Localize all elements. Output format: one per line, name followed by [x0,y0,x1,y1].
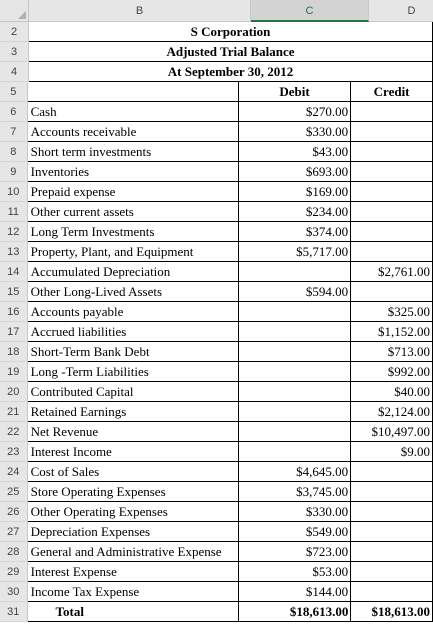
cell-credit[interactable] [351,582,433,602]
table-row [0,582,433,602]
table-row [0,522,433,542]
table-row [0,482,433,502]
cell-credit[interactable] [351,242,433,262]
cell-debit[interactable]: $3,745.00 [239,482,351,502]
table-row [0,162,433,182]
select-all-corner[interactable] [0,0,29,22]
cell-credit[interactable]: $1,152.00 [351,322,433,342]
cell-account-name[interactable]: Cost of Sales [28,462,239,482]
row-number[interactable]: 22 [0,422,28,442]
column-header-bar [0,0,433,22]
cell-debit[interactable]: $5,717.00 [239,242,351,262]
table-row [0,42,433,62]
table-row [0,542,433,562]
row-number[interactable]: 12 [0,222,28,242]
cell-account-name[interactable]: Other current assets [28,202,239,222]
row-number[interactable]: 5 [0,82,28,102]
table-row [0,562,433,582]
cell-account-name[interactable]: Cash [28,102,239,122]
cell-debit[interactable]: $4,645.00 [239,462,351,482]
cell-debit[interactable] [239,342,351,362]
cell-debit[interactable] [239,382,351,402]
cell-account-name[interactable]: Income Tax Expense [28,582,239,602]
row-number[interactable]: 8 [0,142,28,162]
row-number[interactable]: 28 [0,542,28,562]
column-header-c[interactable]: C [251,0,369,22]
table-row [0,22,433,42]
table-row [0,202,433,222]
cell-debit[interactable] [239,442,351,462]
cell-account-name[interactable]: Interest Income [28,442,239,462]
cell-credit[interactable] [351,202,433,222]
row-number[interactable]: 2 [0,22,29,42]
cell-debit[interactable]: $43.00 [239,142,351,162]
cell-debit[interactable]: $270.00 [239,102,351,122]
table-row [0,502,433,522]
cell-account-name[interactable]: Net Revenue [28,422,239,442]
cell-debit[interactable]: $144.00 [239,582,351,602]
cell-credit[interactable] [351,502,433,522]
row-number[interactable]: 24 [0,462,28,482]
cell-credit[interactable] [351,102,433,122]
cell-account-name[interactable]: Retained Earnings [28,402,239,422]
cell-credit[interactable] [351,282,433,302]
cell-debit[interactable]: $53.00 [239,562,351,582]
cell-account-name[interactable]: General and Administrative Expense [28,542,239,562]
cell-account-name[interactable]: Other Operating Expenses [28,502,239,522]
table-row [0,142,433,162]
cell-account-name[interactable]: Accrued liabilities [28,322,239,342]
cell-account-name[interactable]: Interest Expense [28,562,239,582]
row-number[interactable]: 11 [0,202,28,222]
cell-credit[interactable]: $2,124.00 [351,402,433,422]
table-row [0,62,433,82]
cell-debit[interactable] [239,262,351,282]
cell-debit[interactable]: $693.00 [239,162,351,182]
total-debit[interactable]: $18,613.00 [239,602,351,622]
cell-account-name[interactable] [28,82,239,102]
row-number[interactable]: 17 [0,322,28,342]
cell-credit[interactable] [351,122,433,142]
row-number[interactable]: 13 [0,242,28,262]
row-number[interactable]: 30 [0,582,28,602]
cell-credit[interactable]: $9.00 [351,442,433,462]
cell-debit[interactable]: $330.00 [239,502,351,522]
report-date: At September 30, 2012 [29,62,433,82]
cell-credit[interactable] [351,522,433,542]
cell-account-name[interactable]: Store Operating Expenses [28,482,239,502]
cell-account-name[interactable]: Inventories [28,162,239,182]
table-row [0,602,433,622]
cell-account-name[interactable]: Long Term Investments [28,222,239,242]
cell-account-name[interactable]: Accumulated Depreciation [28,262,239,282]
table-row [0,342,433,362]
cell-debit[interactable]: $723.00 [239,542,351,562]
cell-account-name[interactable]: Accounts payable [28,302,239,322]
row-number[interactable]: 19 [0,362,28,382]
row-number[interactable]: 4 [0,62,29,82]
table-row [0,242,433,262]
column-header-b[interactable]: B [29,0,251,22]
cell-credit[interactable] [351,182,433,202]
cell-debit[interactable] [239,422,351,442]
row-number[interactable]: 15 [0,282,28,302]
debit-header[interactable]: Debit [239,82,351,102]
total-label[interactable]: Total [28,602,240,622]
total-credit[interactable]: $18,613.00 [351,602,433,622]
row-number[interactable]: 3 [0,42,29,62]
cell-account-name[interactable]: Prepaid expense [28,182,239,202]
cell-debit[interactable]: $594.00 [239,282,351,302]
cell-debit[interactable]: $374.00 [239,222,351,242]
table-row [0,362,433,382]
cell-credit[interactable]: $325.00 [351,302,433,322]
cell-account-name[interactable]: Long -Term Liabilities [28,362,239,382]
cell-account-name[interactable]: Property, Plant, and Equipment [28,242,239,262]
table-row [0,382,433,402]
row-number[interactable]: 16 [0,302,28,322]
row-number[interactable]: 29 [0,562,28,582]
cell-debit[interactable]: $330.00 [239,122,351,142]
cell-credit[interactable]: $2,761.00 [351,262,433,282]
table-row [0,422,433,442]
cell-credit[interactable] [351,562,433,582]
cell-credit[interactable] [351,162,433,182]
table-row [0,102,433,122]
company-title: S Corporation [29,22,433,42]
select-all-triangle-icon [18,11,26,19]
credit-header[interactable]: Credit [351,82,433,102]
row-number[interactable]: 25 [0,482,28,502]
row-number[interactable]: 9 [0,162,28,182]
cell-credit[interactable] [351,462,433,482]
cell-debit[interactable] [239,302,351,322]
table-row [0,122,433,142]
cell-credit[interactable] [351,222,433,242]
report-title: Adjusted Trial Balance [29,42,433,62]
cell-account-name[interactable]: Depreciation Expenses [28,522,239,542]
column-header-d[interactable]: D [369,0,433,22]
row-number[interactable]: 26 [0,502,28,522]
table-row [0,462,433,482]
cell-debit[interactable]: $549.00 [239,522,351,542]
cell-credit[interactable]: $10,497.00 [351,422,433,442]
cell-account-name[interactable]: Accounts receivable [28,122,239,142]
cell-account-name[interactable]: Contributed Capital [28,382,239,402]
cell-debit[interactable] [239,402,351,422]
cell-debit[interactable] [239,362,351,382]
cell-debit[interactable]: $169.00 [239,182,351,202]
row-number[interactable]: 21 [0,402,28,422]
table-row [0,322,433,342]
cell-debit[interactable] [239,322,351,342]
table-row [0,402,433,422]
row-number[interactable]: 10 [0,182,28,202]
table-row [0,302,433,322]
cell-credit[interactable] [351,542,433,562]
row-number[interactable]: 6 [0,102,28,122]
row-number[interactable]: 18 [0,342,28,362]
cell-account-name[interactable]: Other Long-Lived Assets [28,282,239,302]
table-row [0,82,433,102]
cell-credit[interactable]: $40.00 [351,382,433,402]
row-number[interactable]: 27 [0,522,28,542]
row-number[interactable]: 23 [0,442,28,462]
table-row [0,262,433,282]
row-number[interactable]: 14 [0,262,28,282]
table-row [0,442,433,462]
cell-credit[interactable] [351,482,433,502]
cell-credit[interactable]: $713.00 [351,342,433,362]
cell-debit[interactable]: $234.00 [239,202,351,222]
cell-credit[interactable] [351,142,433,162]
row-number[interactable]: 31 [0,602,28,622]
row-number[interactable]: 7 [0,122,28,142]
table-row [0,222,433,242]
table-row [0,182,433,202]
cell-account-name[interactable]: Short term investments [28,142,239,162]
cell-credit[interactable]: $992.00 [351,362,433,382]
cell-account-name[interactable]: Short-Term Bank Debt [28,342,239,362]
row-number[interactable]: 20 [0,382,28,402]
table-row [0,282,433,302]
